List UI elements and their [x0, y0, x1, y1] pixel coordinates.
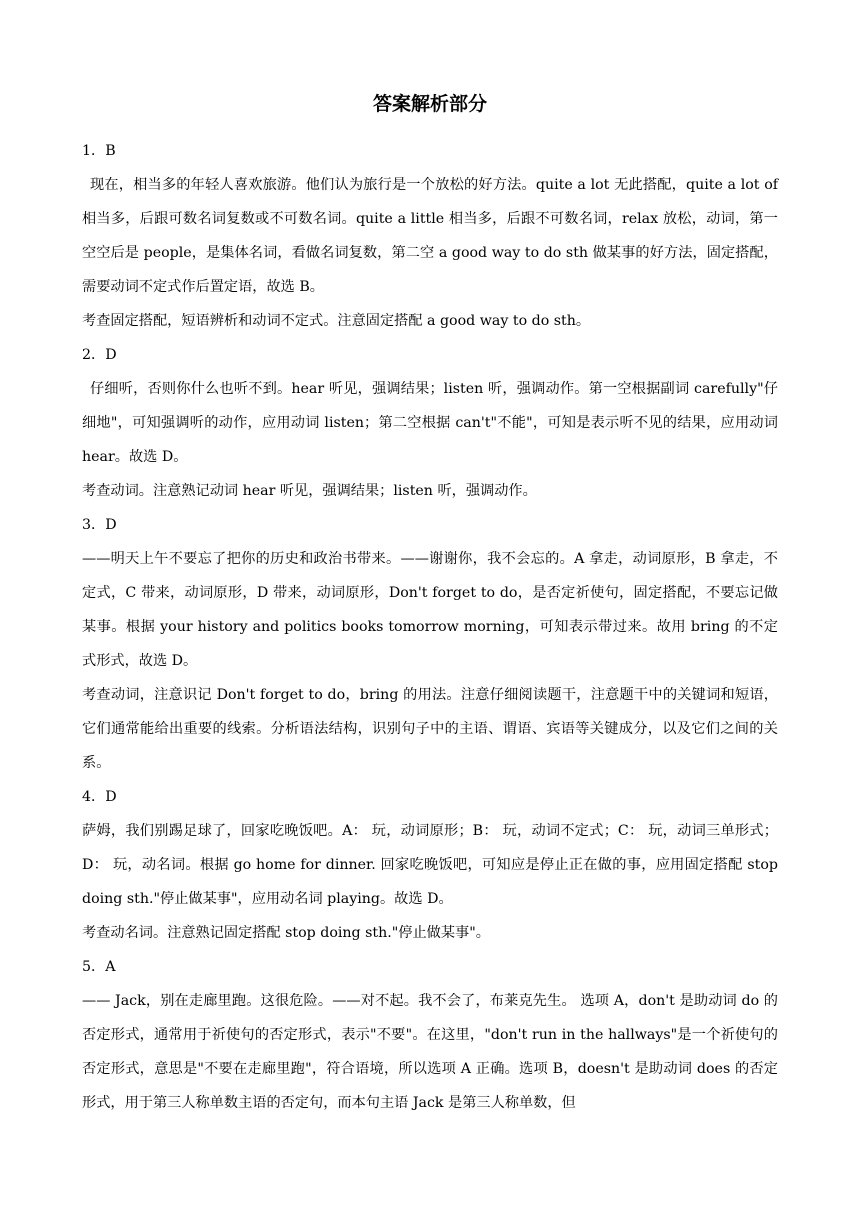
question-number: 2．D	[82, 347, 117, 363]
question-item	[82, 134, 778, 338]
question-item	[82, 508, 778, 780]
question-number: 3．D	[82, 517, 117, 533]
page-title: 答案解析部分	[372, 93, 487, 115]
question-item	[82, 780, 778, 950]
question-explanation: ——明天上午不要忘了把你的历史和政治书带来。——谢谢你，我不会忘的。A 拿走，动词原形，B 拿走，不定式，C 带来，动词原形，D 带来，动词原形，Don't forget to do，是否定祈使句，固定搭配，不要忘记做某事。根据 your history and politics books tomorrow morning，可知表示带过来。故用 bring 的不定式形式，故选 D。	[82, 551, 778, 669]
question-explanation: 现在，相当多的年轻人喜欢旅游。他们认为旅行是一个放松的好方法。quite a lot 无此搭配，quite a lot of 相当多，后跟可数名词复数或不可数名词。quite a little 相当多，后跟不可数名词，relax 放松，动词，第一空空后是 people，是集体名词，看做名词复数，第二空 a good way to do sth 做某事的好方法，固定搭配，需要动词不定式作后置定语，故选 B。	[82, 177, 778, 295]
question-number: 4．D	[82, 789, 117, 805]
question-number: 5．A	[82, 959, 116, 975]
question-note: 考查动词。注意熟记动词 hear 听见，强调结果；listen 听，强调动作。	[82, 483, 537, 499]
question-item	[82, 338, 778, 508]
answer-body	[82, 134, 778, 1120]
question-explanation: —— Jack，别在走廊里跑。这很危险。——对不起。我不会了，布莱克先生。 选项 A，don't 是助动词 do 的否定形式，通常用于祈使句的否定形式，表示"不要"。在这里，"don't run in the hallways"是一个祈使句的否定形式，意思是"不要在走廊里跑"，符合语境，所以选项 A 正确。选项 B，doesn't 是助动词 does 的否定形式，用于第三人称单数主语的否定句，而本句主语 Jack 是第三人称单数，但	[82, 993, 778, 1111]
question-number: 1．B	[82, 143, 116, 159]
question-note: 考查动词，注意识记 Don't forget to do，bring 的用法。注意仔细阅读题干，注意题干中的关键词和短语，它们通常能给出重要的线索。分析语法结构，识别句子中的主语、谓语、宾语等关键成分，以及它们之间的关系。	[82, 687, 778, 771]
question-explanation: 萨姆，我们别踢足球了，回家吃晚饭吧。A： 玩，动词原形；B： 玩，动词不定式；C： 玩，动词三单形式；D： 玩，动名词。根据 go home for dinner. 回家吃晚饭吧，可知应是停止正在做的事，应用固定搭配 stop doing sth."停止做某事"，应用动名词 playing。故选 D。	[82, 823, 778, 907]
question-note: 考查动名词。注意熟记固定搭配 stop doing sth."停止做某事"。	[82, 925, 490, 941]
question-item	[82, 950, 778, 1120]
question-explanation: 仔细听，否则你什么也听不到。hear 听见，强调结果；listen 听，强调动作。第一空根据副词 carefully"仔细地"，可知强调听的动作，应用动词 listen；第二空根据 can't"不能"，可知是表示听不见的结果，应用动词 hear。故选 D。	[82, 381, 778, 465]
question-note: 考查固定搭配，短语辨析和动词不定式。注意固定搭配 a good way to do sth。	[82, 313, 591, 329]
